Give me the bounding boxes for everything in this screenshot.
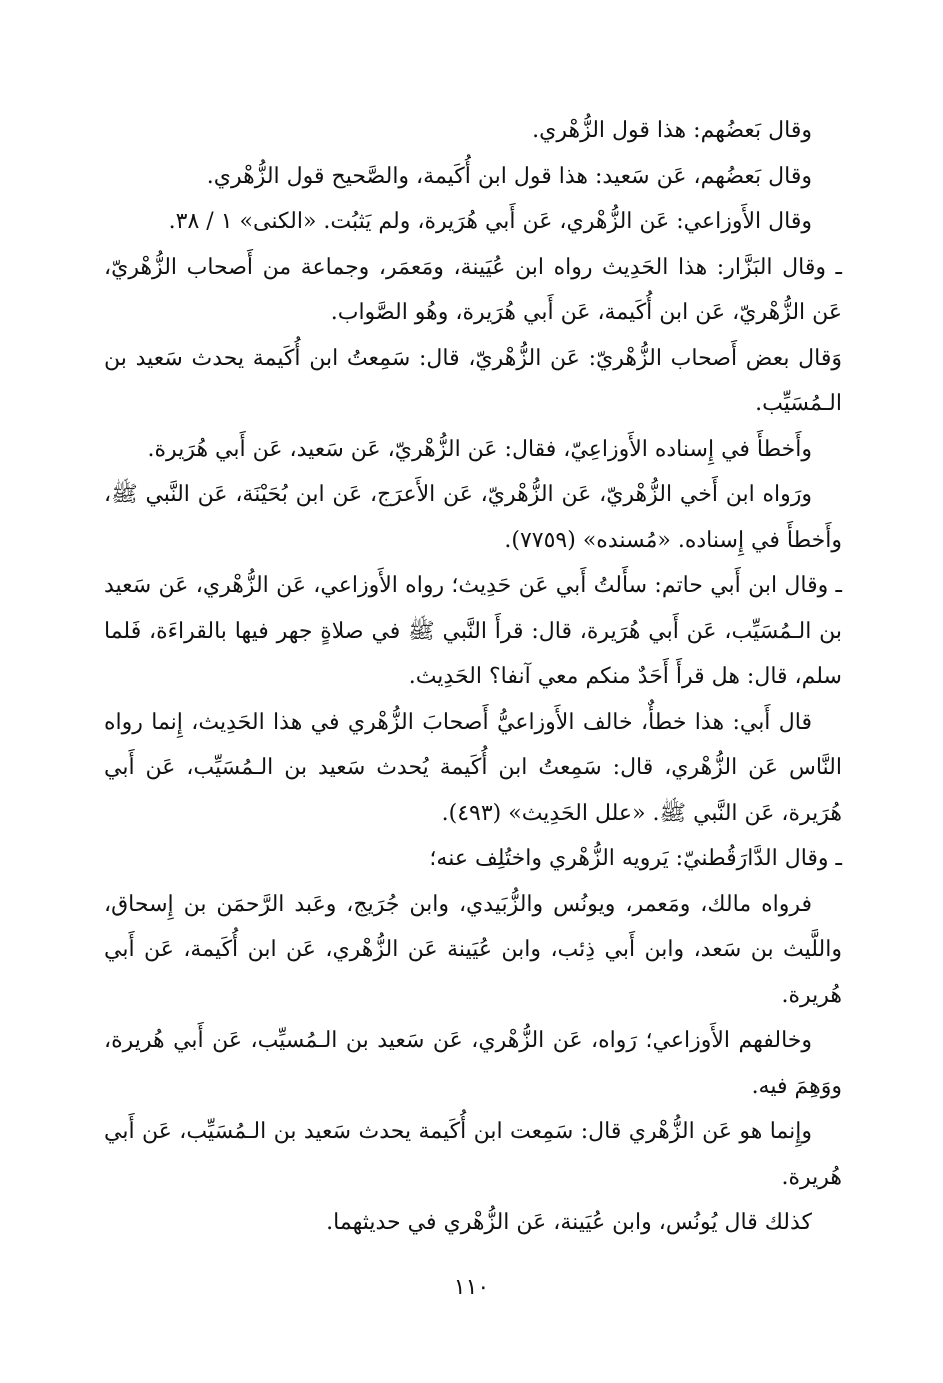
paragraph-7: ورَواه ابن أَخي الزُّهْريّ، عَن الزُّهْريّ، عَن الأَعرَج، عَن ابن بُحَيْنَة، عَن النَّبي ﷺ، وأَخطأَ في إِسناده. «مُسنده» (٧٧٥٩). [104, 482, 842, 553]
paragraph-9: قال أَبي: هذا خطأٌ، خالف الأَوزاعيُّ أَصحابَ الزُّهْري في هذا الحَدِيث، إِنما رواه النَّاس عَن الزُّهْري، قال: سَمِعتُ ابن أُكَيمة يُحدث سَعيد بن الـمُسَيِّب، عَن أَبي هُرَيرة، عَن النَّبي ﷺ. «علل الحَدِيث» (٤٩٣). [104, 709, 842, 826]
page-body [104, 108, 842, 1246]
paragraph-14: كذلك قال يُونُس، وابن عُيَينة، عَن الزُّهْري في حديثهما. [326, 1210, 812, 1235]
paragraph-11: فرواه مالك، ومَعمر، ويونُس والزُّبَيدي، وابن جُرَيج، وعَبد الرَّحمَن بن إِسحاق، واللَّيث بن سَعد، وابن أَبي ذِئب، وابن عُيَينة عَن الزُّهْري، عَن ابن أُكَيمة، عَن أَبي هُريرة. [104, 891, 842, 1008]
page-number: ١١٠ [453, 1275, 490, 1300]
paragraph-8: ـ وقال ابن أَبي حاتم: سأَلتُ أَبي عَن حَدِيث؛ رواه الأَوزاعي، عَن الزُّهْري، عَن سَعيد بن الـمُسَيِّب، عَن أَبي هُرَيرة، قال: قرأَ النَّبي ﷺ في صلاةٍ جهر فيها بالقراءَة، فَلما سلم، قال: هل قرأَ أَحَدٌ منكم معي آنفا؟ الحَدِيث. [104, 573, 842, 689]
paragraph-10: ـ وقال الدَّارَقُطنيّ: يَرويه الزُّهْري واختُلِف عنه؛ [429, 846, 842, 871]
paragraph-13: وإِنما هو عَن الزُّهْري قال: سَمِعت ابن أُكَيمة يحدث سَعيد بن الـمُسَيِّب، عَن أَبي هُريرة. [104, 1119, 842, 1190]
paragraph-6: وأَخطأَ في إِسناده الأَوزاعِيّ، فقال: عَن الزُّهْريّ، عَن سَعيد، عَن أَبي هُرَيرة. [147, 436, 812, 462]
paragraph-12: وخالفهم الأَوزاعي؛ رَواه، عَن الزُّهْري، عَن سَعيد بن الـمُسيِّب، عَن أَبي هُريرة، ووَهِمَ فيه. [104, 1028, 842, 1099]
paragraph-4: ـ وقال البَزَّار: هذا الحَدِيث رواه ابن عُيَينة، ومَعمَر، وجماعة من أَصحاب الزُّهْريّ، عَن الزُّهْريّ، عَن ابن أُكَيمة، عَن أَبي هُرَيرة، وهُو الصَّواب. [104, 254, 842, 325]
paragraph-2: وقال بَعضُهم، عَن سَعيد: هذا قول ابن أُكَيمة، والصَّحيح قول الزُّهْري. [206, 163, 812, 189]
paragraph-3: وقال الأَوزاعي: عَن الزُّهْري، عَن أَبي هُرَيرة، ولم يَثبُت. «الكنى» ١ / ٣٨. [168, 209, 812, 234]
paragraph-5: وَقال بعض أَصحاب الزُّهْريّ: عَن الزُّهْريّ، قال: سَمِعتُ ابن أُكَيمة يحدث سَعيد بن الـمُسَيِّب. [104, 345, 842, 416]
paragraph-1: وقال بَعضُهم: هذا قول الزُّهْري. [532, 118, 812, 143]
